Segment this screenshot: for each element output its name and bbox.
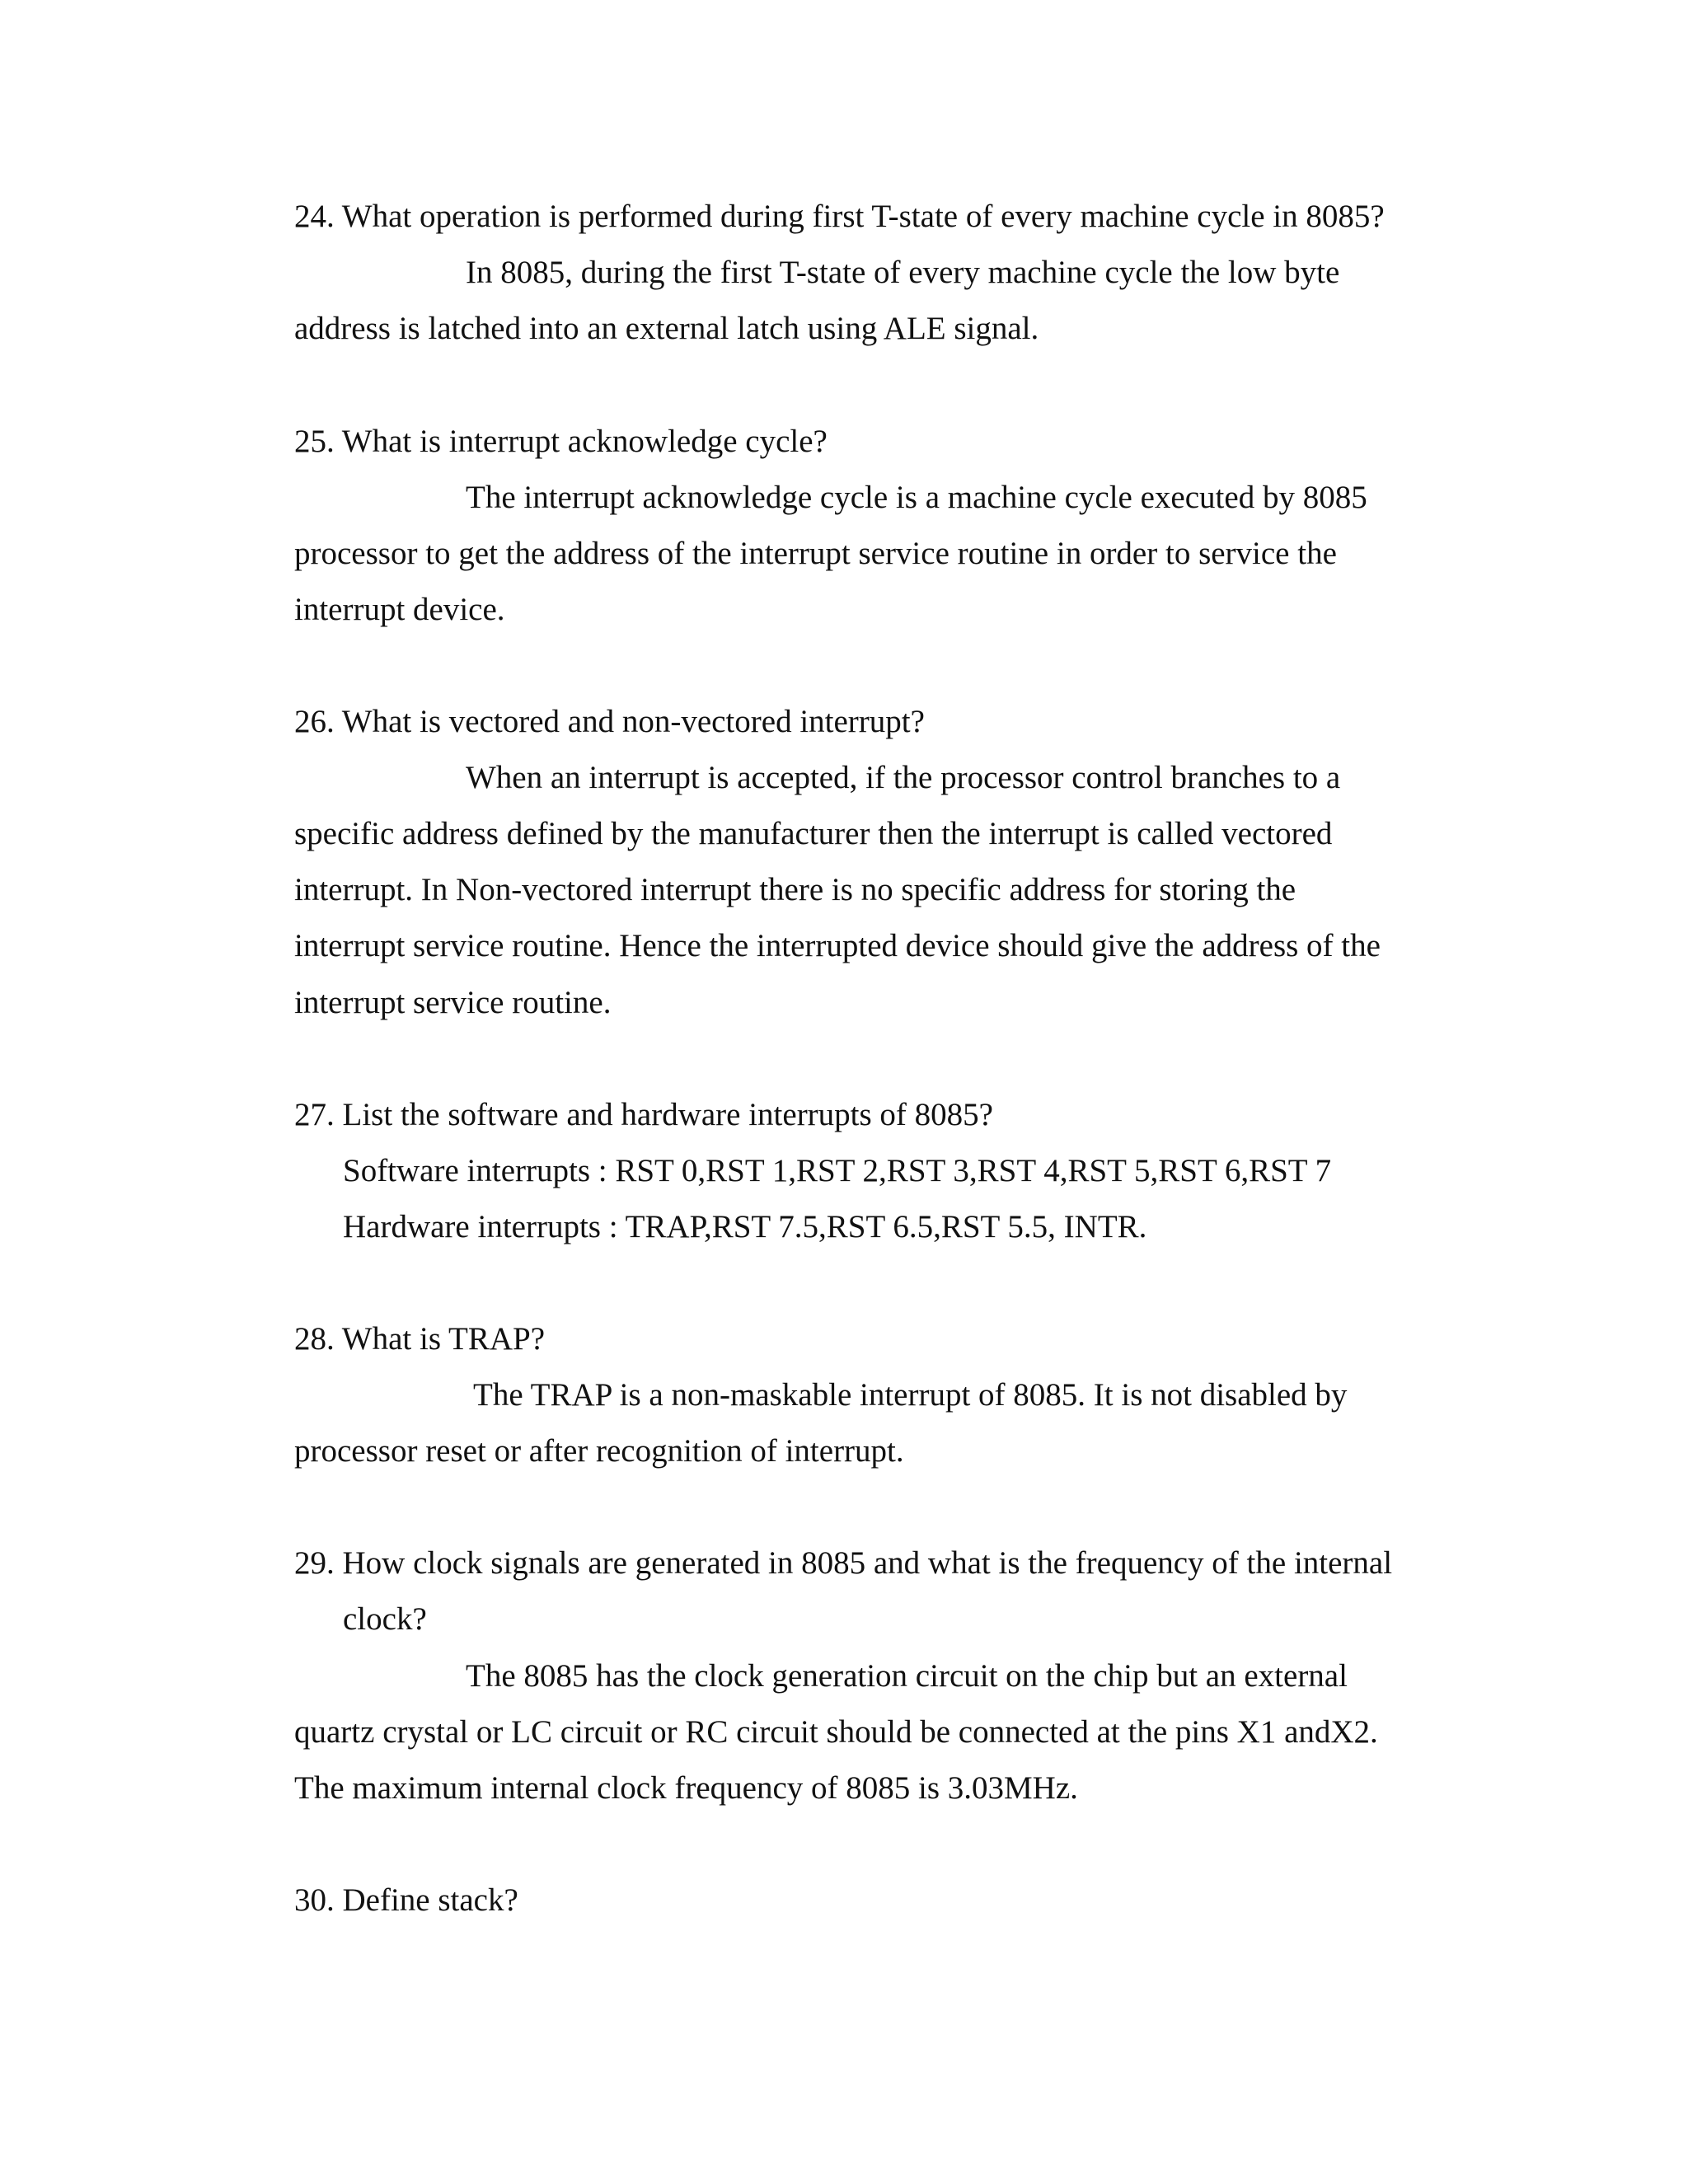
answer-26-line-2: specific address defined by the manufacturer then the interrupt is called vectored — [294, 816, 1333, 851]
answer-24-line-2: address is latched into an external latch using ALE signal. — [294, 311, 1039, 346]
answer-26-line-1: When an interrupt is accepted, if the processor control branches to a — [466, 760, 1341, 795]
answer-28-line-2: processor reset or after recognition of interrupt. — [294, 1433, 904, 1469]
question-30: 30. Define stack? — [294, 1882, 518, 1918]
answer-27-software-interrupts: Software interrupts : RST 0,RST 1,RST 2,RST 3,RST 4,RST 5,RST 6,RST 7 — [343, 1153, 1332, 1188]
answer-27-hardware-interrupts: Hardware interrupts : TRAP,RST 7.5,RST 6.5,RST 5.5, INTR. — [343, 1209, 1147, 1244]
question-26: 26. What is vectored and non-vectored interrupt? — [294, 704, 925, 739]
answer-26-line-4: interrupt service routine. Hence the interrupted device should give the address of the — [294, 928, 1381, 963]
question-24: 24. What operation is performed during first T-state of every machine cycle in 8085? — [294, 199, 1385, 234]
answer-26-line-3: interrupt. In Non-vectored interrupt there is no specific address for storing the — [294, 872, 1296, 907]
answer-24-line-1: In 8085, during the first T-state of every machine cycle the low byte — [466, 255, 1340, 290]
question-27: 27. List the software and hardware interrupts of 8085? — [294, 1097, 993, 1132]
answer-28-line-1: The TRAP is a non-maskable interrupt of 8085. It is not disabled by — [473, 1377, 1348, 1413]
answer-25-line-3: interrupt device. — [294, 592, 505, 627]
answer-26-line-5: interrupt service routine. — [294, 985, 612, 1020]
answer-25-line-2: processor to get the address of the interrupt service routine in order to service the — [294, 536, 1337, 571]
answer-29-line-3: The maximum internal clock frequency of 8085 is 3.03MHz. — [294, 1770, 1078, 1806]
answer-29-line-1: The 8085 has the clock generation circuit on the chip but an external — [466, 1658, 1348, 1694]
answer-25-line-1: The interrupt acknowledge cycle is a machine cycle executed by 8085 — [466, 480, 1367, 515]
question-29-line-1: 29. How clock signals are generated in 8085 and what is the frequency of the internal — [294, 1545, 1393, 1581]
question-29-line-2: clock? — [343, 1601, 427, 1637]
question-28: 28. What is TRAP? — [294, 1321, 546, 1357]
answer-29-line-2: quartz crystal or LC circuit or RC circuit should be connected at the pins X1 andX2. — [294, 1714, 1378, 1750]
question-25: 25. What is interrupt acknowledge cycle? — [294, 424, 828, 459]
